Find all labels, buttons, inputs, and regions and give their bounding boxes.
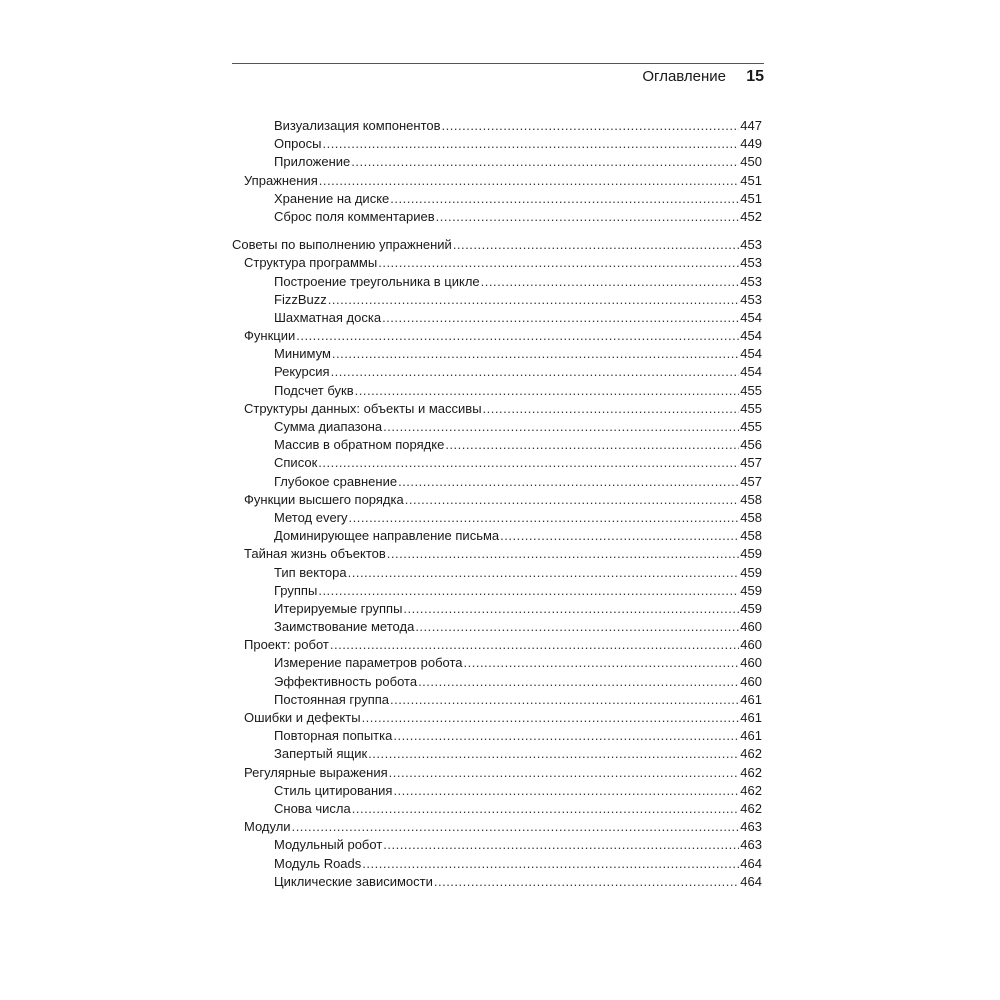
toc-entry bbox=[232, 309, 762, 327]
toc-dot-leader bbox=[349, 509, 740, 527]
toc-entry-title: Запертый ящик bbox=[274, 746, 368, 762]
toc-entry-page: 460 bbox=[740, 655, 762, 671]
toc-entry-title: Сумма диапазона bbox=[274, 419, 383, 434]
toc-entry-page: 456 bbox=[740, 437, 762, 453]
toc-dot-leader bbox=[331, 363, 740, 381]
toc-entry-title: Массив в обратном порядке bbox=[274, 437, 445, 453]
toc-entry-page: 459 bbox=[740, 582, 762, 598]
toc-dot-leader bbox=[348, 564, 740, 582]
page-number: 15 bbox=[746, 68, 764, 85]
toc-entry bbox=[232, 782, 762, 800]
toc-entry-page: 462 bbox=[740, 782, 762, 798]
toc-entry-title: Рекурсия bbox=[274, 364, 330, 380]
toc-entry-title: Регулярные выражения bbox=[244, 764, 388, 780]
toc-entry bbox=[232, 527, 762, 545]
toc-entry bbox=[232, 236, 762, 254]
toc-dot-leader bbox=[387, 545, 740, 563]
toc-dot-leader bbox=[398, 473, 739, 491]
toc-entry bbox=[232, 418, 762, 436]
toc-entry-page: 459 bbox=[740, 546, 762, 562]
toc-dot-leader bbox=[318, 582, 739, 600]
toc-dot-leader bbox=[296, 327, 739, 345]
toc-dot-leader bbox=[390, 190, 739, 208]
toc-entry-page: 451 bbox=[740, 190, 762, 206]
toc-entry bbox=[232, 691, 762, 709]
toc-entry bbox=[232, 764, 762, 782]
toc-entry-title: Сброс поля комментариев bbox=[274, 208, 435, 224]
toc-entry-page: 457 bbox=[740, 473, 762, 489]
toc-entry-title: Заимствование метода bbox=[274, 619, 415, 635]
toc-entry-page: 462 bbox=[740, 746, 762, 762]
toc-dot-leader bbox=[415, 618, 739, 636]
toc-entry bbox=[232, 117, 762, 135]
toc-entry-page: 464 bbox=[740, 855, 762, 871]
toc-entry bbox=[232, 190, 762, 208]
toc-entry-title: Подсчет букв bbox=[274, 382, 354, 398]
toc-entry-title: Упражнения bbox=[244, 172, 318, 188]
toc-entry bbox=[232, 473, 762, 491]
toc-entry-title: Визуализация компонентов bbox=[274, 118, 441, 133]
toc-entry-title: Список bbox=[274, 455, 318, 471]
toc-entry bbox=[232, 745, 762, 763]
toc-entry bbox=[232, 172, 762, 190]
toc-entry-title: Советы по выполнению упражнений bbox=[232, 237, 452, 253]
toc-dot-leader bbox=[389, 764, 740, 782]
toc-entry-page: 460 bbox=[740, 637, 762, 653]
toc-entry bbox=[232, 673, 762, 691]
running-head bbox=[232, 67, 764, 87]
toc-entry bbox=[232, 836, 762, 854]
toc-dot-leader bbox=[383, 836, 739, 854]
toc-entry-title: Стиль цитирования bbox=[274, 782, 393, 798]
toc-entry-title: Хранение на диске bbox=[274, 190, 390, 206]
toc-entry bbox=[232, 654, 762, 672]
toc-entry-title: Циклические зависимости bbox=[274, 873, 433, 889]
toc-dot-leader bbox=[453, 236, 739, 254]
toc-entry-page: 458 bbox=[740, 491, 762, 507]
toc-entry-title: Глубокое сравнение bbox=[274, 473, 398, 489]
toc-entry-title: Минимум bbox=[274, 346, 331, 362]
toc-dot-leader bbox=[330, 636, 739, 654]
toc-entry bbox=[232, 636, 762, 654]
toc-dot-leader bbox=[351, 153, 739, 171]
toc-entry-title: Проект: робот bbox=[244, 637, 329, 653]
toc-entry-page: 454 bbox=[740, 309, 762, 325]
toc-entry-page: 461 bbox=[740, 691, 762, 707]
toc-dot-leader bbox=[442, 117, 740, 135]
toc-entry-title: Структуры данных: объекты и массивы bbox=[244, 400, 482, 416]
toc-entry bbox=[232, 254, 762, 272]
toc-entry-page: 454 bbox=[740, 328, 762, 344]
toc-dot-leader bbox=[405, 491, 740, 509]
toc-entry-title: Метод every bbox=[274, 509, 348, 525]
toc-dot-leader bbox=[318, 454, 739, 472]
toc-entry-page: 454 bbox=[740, 364, 762, 380]
toc-entry-page: 464 bbox=[740, 873, 762, 889]
toc-entry bbox=[232, 545, 762, 563]
toc-dot-leader bbox=[362, 709, 740, 727]
toc-entry bbox=[232, 491, 762, 509]
toc-dot-leader bbox=[500, 527, 739, 545]
toc-entry bbox=[232, 208, 762, 226]
toc-dot-leader bbox=[352, 800, 740, 818]
toc-entry bbox=[232, 709, 762, 727]
toc-entry-title: Итерируемые группы bbox=[274, 600, 403, 616]
toc-entry bbox=[232, 454, 762, 472]
toc-entry-title: Постоянная группа bbox=[274, 691, 390, 707]
toc-entry-page: 454 bbox=[740, 346, 762, 362]
toc-entry-page: 459 bbox=[740, 564, 762, 580]
toc-entry-page: 452 bbox=[740, 208, 762, 224]
toc-entry-page: 455 bbox=[740, 382, 762, 398]
toc-entry-title: Доминирующее направление письма bbox=[274, 528, 500, 544]
toc-dot-leader bbox=[322, 135, 739, 153]
toc-dot-leader bbox=[378, 254, 739, 272]
toc-entry-page: 459 bbox=[740, 600, 762, 616]
toc-dot-leader bbox=[483, 400, 740, 418]
toc-entry-page: 449 bbox=[740, 136, 762, 152]
toc-entry bbox=[232, 509, 762, 527]
toc-entry-page: 460 bbox=[740, 673, 762, 689]
toc-entry bbox=[232, 400, 762, 418]
toc-entry-page: 455 bbox=[740, 419, 762, 434]
toc-entry-title: Тип вектора bbox=[274, 564, 347, 580]
toc-entry-title: Измерение параметров робота bbox=[274, 655, 463, 671]
toc-entry bbox=[232, 600, 762, 618]
toc-entry-page: 463 bbox=[740, 837, 762, 853]
toc-dot-leader bbox=[390, 691, 739, 709]
toc-entry-title: Структура программы bbox=[244, 255, 378, 271]
toc-entry-page: 447 bbox=[740, 118, 762, 133]
toc-entry-page: 462 bbox=[740, 800, 762, 816]
toc-dot-leader bbox=[434, 873, 739, 891]
toc-dot-leader bbox=[445, 436, 739, 454]
toc-entry-page: 460 bbox=[740, 619, 762, 635]
toc-entry-page: 453 bbox=[740, 237, 762, 253]
toc-entry-title: Приложение bbox=[274, 154, 351, 170]
toc-entry-title: Эффективность робота bbox=[274, 673, 418, 689]
toc-entry-title: Ошибки и дефекты bbox=[244, 710, 361, 725]
toc-entry-title: Снова числа bbox=[274, 800, 351, 816]
toc-entry-title: Тайная жизнь объектов bbox=[244, 546, 386, 562]
toc-entry bbox=[232, 436, 762, 454]
toc-dot-leader bbox=[319, 172, 740, 190]
toc-entry-title: Модули bbox=[244, 819, 291, 835]
toc-entry-page: 453 bbox=[740, 273, 762, 289]
toc-entry-title: Модульный робот bbox=[274, 837, 383, 853]
toc-dot-leader bbox=[436, 208, 740, 226]
toc-entry bbox=[232, 345, 762, 363]
toc-dot-leader bbox=[362, 855, 739, 873]
toc-entry-title: Функции высшего порядка bbox=[244, 491, 404, 507]
toc-entry-page: 461 bbox=[740, 728, 762, 744]
toc-dot-leader bbox=[383, 418, 739, 436]
running-title: Оглавление bbox=[642, 68, 727, 85]
toc-dot-leader bbox=[393, 782, 739, 800]
toc-entry bbox=[232, 618, 762, 636]
toc-entry-page: 458 bbox=[740, 528, 762, 544]
toc-dot-leader bbox=[355, 382, 740, 400]
toc-entry-page: 455 bbox=[740, 400, 762, 416]
toc-entry bbox=[232, 135, 762, 153]
toc-entry-page: 458 bbox=[740, 509, 762, 525]
toc-entry-title: FizzBuzz bbox=[274, 291, 327, 307]
toc-entry bbox=[232, 363, 762, 381]
toc-dot-leader bbox=[382, 309, 739, 327]
toc-entry-page: 451 bbox=[740, 172, 762, 188]
toc-entry bbox=[232, 153, 762, 171]
toc-entry-page: 453 bbox=[740, 255, 762, 271]
toc-entry-page: 453 bbox=[740, 291, 762, 307]
toc-dot-leader bbox=[418, 673, 739, 691]
table-of-contents bbox=[232, 117, 762, 891]
toc-entry bbox=[232, 800, 762, 818]
toc-entry bbox=[232, 327, 762, 345]
toc-entry-page: 463 bbox=[740, 819, 762, 835]
toc-dot-leader bbox=[403, 600, 739, 618]
toc-entry bbox=[232, 818, 762, 836]
toc-dot-leader bbox=[481, 273, 740, 291]
toc-entry-title: Построение треугольника в цикле bbox=[274, 273, 480, 289]
toc-entry-title: Модуль Roads bbox=[274, 855, 362, 871]
toc-entry-title: Шахматная доска bbox=[274, 309, 382, 325]
toc-entry-page: 461 bbox=[740, 710, 762, 725]
toc-entry bbox=[232, 582, 762, 600]
toc-entry bbox=[232, 382, 762, 400]
toc-entry-title: Опросы bbox=[274, 136, 322, 152]
toc-entry bbox=[232, 273, 762, 291]
toc-entry bbox=[232, 564, 762, 582]
toc-entry-title: Функции bbox=[244, 328, 296, 344]
toc-entry-title: Группы bbox=[274, 582, 318, 598]
toc-dot-leader bbox=[328, 291, 740, 309]
toc-dot-leader bbox=[464, 654, 740, 672]
toc-dot-leader bbox=[292, 818, 740, 836]
toc-entry-page: 462 bbox=[740, 764, 762, 780]
toc-entry-page: 450 bbox=[740, 154, 762, 170]
toc-entry bbox=[232, 291, 762, 309]
toc-entry-title: Повторная попытка bbox=[274, 728, 393, 744]
toc-entry bbox=[232, 727, 762, 745]
toc-entry bbox=[232, 873, 762, 891]
toc-entry bbox=[232, 855, 762, 873]
toc-entry-page: 457 bbox=[740, 455, 762, 471]
toc-dot-leader bbox=[393, 727, 739, 745]
toc-dot-leader bbox=[332, 345, 739, 363]
header-rule bbox=[232, 63, 764, 64]
toc-dot-leader bbox=[368, 745, 739, 763]
